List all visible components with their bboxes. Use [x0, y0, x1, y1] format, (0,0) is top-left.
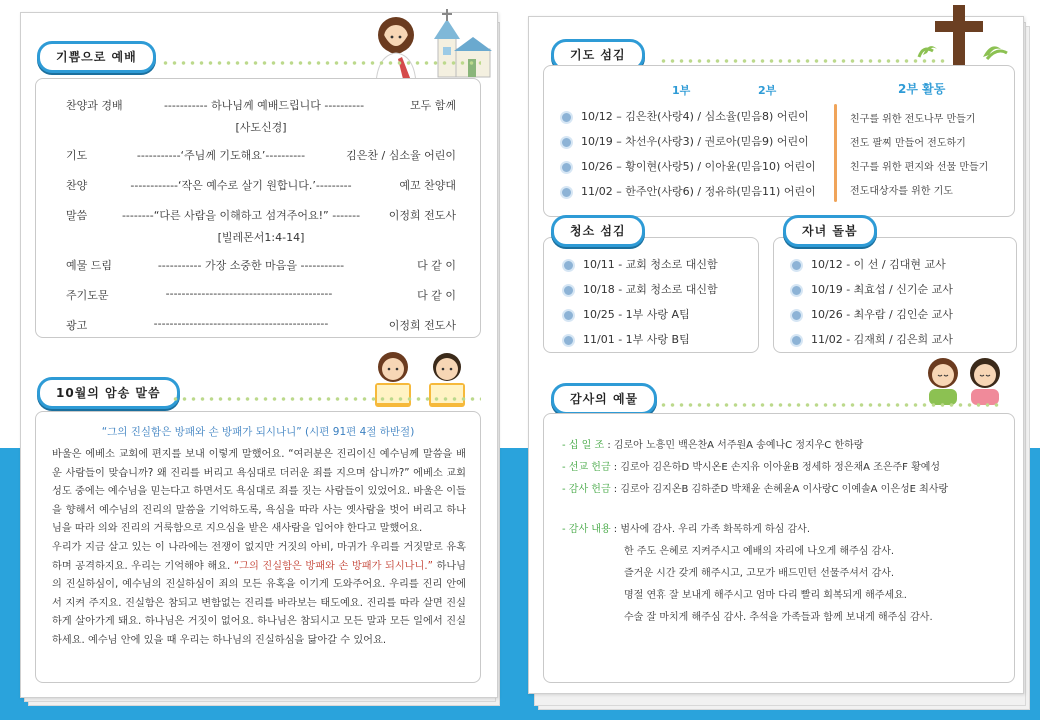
worship-content: ----------- 하나님께 예배드립니다 ---------- — [163, 99, 365, 112]
worship-content: --------“다른 사람을 이해하고 섬겨주어요!” ------- — [121, 209, 361, 222]
care-date: 10/19 — [811, 283, 843, 296]
offering-line — [562, 436, 863, 451]
cleaning-text: - 1부 사랑 A팀 — [618, 308, 690, 321]
prayer-box — [543, 65, 1015, 217]
memory-verse: “그의 진실함은 방패와 손 방패가 되시나니” (시편 91편 4절 하반절) — [101, 426, 415, 438]
thanks-content-line: 즐거운 시간 갖게 해주시고, 고모가 배드민턴 선물주셔서 감사. — [624, 568, 895, 579]
worship-part: 말씀 — [66, 209, 88, 222]
prayer-row — [560, 183, 816, 199]
bullet-icon — [562, 334, 575, 347]
worship-row-prayer — [66, 147, 456, 163]
worship-content: ------------------------------------------ — [165, 287, 333, 300]
care-date: 10/26 — [811, 308, 843, 321]
cleaning-row — [562, 281, 718, 297]
offering-names: : 김로아 노흥민 백은찬A 서주원A 송예나C 정지우C 한하랑 — [607, 440, 864, 451]
prayer-row — [560, 158, 816, 174]
prayer-1bu: – 한주안(사랑6) — [616, 185, 694, 198]
cleaning-box — [543, 237, 759, 353]
worship-leader: 김은찬 / 심소율 어린이 — [346, 149, 456, 162]
worship-leader: 이정희 전도사 — [388, 319, 456, 332]
right-page — [528, 16, 1024, 694]
offering-title: 감사의 예물 — [551, 383, 657, 415]
prayer-title: 기도 섬김 — [551, 39, 645, 71]
worship-part: 광고 — [66, 319, 88, 332]
worship-part: 기도 — [66, 149, 88, 162]
worship-content: ----------- 가장 소중한 마음을 ----------- — [157, 259, 345, 272]
memory-title: 10월의 암송 말씀 — [37, 377, 180, 409]
worship-leader: 모두 함께 — [409, 99, 456, 112]
prayer-activity: 친구를 위한 편지와 선물 만들기 — [850, 162, 989, 173]
prayer-1bu: – 차선우(사랑3) — [616, 135, 694, 148]
prayer-date: 11/02 — [581, 185, 613, 198]
worship-sub-scripture: [빌레몬서1:4-14] — [217, 231, 305, 244]
care-text: - 최효섭 / 신기순 교사 — [846, 283, 953, 296]
cleaning-text: - 교회 청소로 대신함 — [618, 283, 718, 296]
thanks-content-line: 한 주도 은혜로 지켜주시고 예배의 자리에 나오게 해주심 감사. — [624, 546, 895, 557]
cleaning-date: 11/01 — [583, 333, 615, 346]
offering-divider — [659, 402, 999, 408]
prayer-header-activity: 2부 활동 — [898, 82, 946, 96]
prayer-date: 10/19 — [581, 135, 613, 148]
care-text: - 이 선 / 김대현 교사 — [846, 258, 946, 271]
care-row — [790, 256, 946, 272]
care-date: 10/12 — [811, 258, 843, 271]
cleaning-date: 10/11 — [583, 258, 615, 271]
bullet-icon — [790, 309, 803, 322]
bullet-icon — [790, 284, 803, 297]
memory-box — [35, 411, 481, 683]
worship-row-offering — [66, 257, 456, 273]
bullet-icon — [560, 136, 573, 149]
worship-title: 기쁨으로 예배 — [37, 41, 156, 73]
prayer-activity: 친구를 위한 전도나무 만들기 — [850, 114, 976, 125]
prayer-vertical-divider — [834, 104, 837, 202]
care-text: - 김재희 / 김은희 교사 — [846, 333, 953, 346]
memory-paragraph-2 — [52, 539, 466, 651]
prayer-row — [560, 108, 809, 124]
memory-p2-end: 하나님의 진실하심이, 예수님의 진실하심이 죄의 모든 유혹을 이기게 도와주어요. 우리를 진리 안에서 지켜 주지요. 진실함은 참되고 변함없는 진리를 바라보는 태도예요. 진리를 따라 살면 진실하게 살아가게 돼요. 하나님은 거짓이 없어요. 하나님은 참되시고 모든 말과 모든 일에서 진실하세요. 예수님 안에 있을 때 우리는 하나님의 진실하심을 닮아갈 수 있어요. — [52, 560, 466, 646]
thanks-content-line — [562, 520, 810, 535]
offering-names: : 김로아 김지온B 김하준D 박채윤 손혜윤A 이사랑C 이예솔A 이은성E 최사랑 — [613, 484, 949, 495]
prayer-2bu: / 권로아(믿음9) 어린이 — [697, 135, 809, 148]
prayer-2bu: / 정유하(믿음11) 어린이 — [697, 185, 816, 198]
memory-body — [52, 446, 466, 651]
offering-label: - 선교 헌금 — [562, 462, 611, 473]
bullet-icon — [790, 259, 803, 272]
prayer-header-1bu: 1부 — [672, 84, 691, 97]
prayer-date: 10/26 — [581, 160, 613, 173]
cleaning-row — [562, 256, 718, 272]
bullet-icon — [560, 161, 573, 174]
worship-part: 찬양과 경배 — [66, 99, 123, 112]
cleaning-row — [562, 331, 690, 347]
prayer-activity: 전도대상자를 위한 기도 — [850, 186, 953, 197]
prayer-activity: 전도 팔찌 만들어 전도하기 — [850, 138, 966, 149]
prayer-2bu: / 심소율(믿음8) 어린이 — [697, 110, 809, 123]
worship-sub-creed: [사도신경] — [235, 121, 287, 134]
worship-content: -------------------------------------------- — [153, 317, 329, 330]
offering-line — [562, 458, 940, 473]
prayer-date: 10/12 — [581, 110, 613, 123]
offering-box — [543, 413, 1015, 683]
bullet-icon — [560, 111, 573, 124]
offering-label: - 감사 헌금 — [562, 484, 611, 495]
worship-row-lords-prayer — [66, 287, 456, 303]
jesus-church-illustration — [364, 7, 494, 83]
memory-p2-quote: “그의 진실함은 방패와 손 방패가 되시나니.” — [233, 560, 433, 572]
prayer-1bu: – 황이현(사랑5) — [616, 160, 694, 173]
worship-row-sermon — [66, 207, 456, 223]
worship-content: -----------‘주님께 기도해요’---------- — [136, 149, 306, 162]
cleaning-date: 10/18 — [583, 283, 615, 296]
thanks-content-line: 명절 연휴 잘 보내게 해주시고 엄마 다리 빨리 회복되게 해주세요. — [624, 590, 907, 601]
memory-p2-start: 우리가 지금 살고 있는 이 나라에는 전쟁이 없지만 거짓의 아비, 마귀가 우리를 거짓말로 유혹하며 공격하지요. 우리는 기억해야 해요. — [52, 541, 466, 572]
thanks-content-line: 수술 잘 마치게 해주심 감사. 추석을 가족들과 함께 보내게 해주심 감사. — [624, 612, 933, 623]
prayer-2bu: / 이아윤(믿음10) 어린이 — [697, 160, 816, 173]
memory-divider — [171, 396, 481, 402]
care-date: 11/02 — [811, 333, 843, 346]
care-box — [773, 237, 1017, 353]
prayer-divider — [659, 58, 949, 64]
left-page — [20, 12, 498, 698]
bullet-icon — [562, 259, 575, 272]
worship-row-praise — [66, 97, 456, 113]
prayer-header-2bu: 2부 — [758, 84, 777, 97]
care-row — [790, 281, 953, 297]
bullet-icon — [562, 309, 575, 322]
memory-paragraph-1: 바울은 에베소 교회에 편지를 보내 이렇게 말했어요. “여러분은 진리이신 예수님께 말씀을 배운 사람들이 맞습니까? 왜 진리를 버리고 욕심대로 더러운 죄를 지으며 삽니까?” 에베소 교회 성도 중에는 예수님을 믿는다고 하면서도 욕심대로 죄를 짓는 사람들이 있었어요. 바울은 이들을 향해서 예수님의 진리의 말씀을 기억하도록, 욕심을 따라 사는 옛사람을 벗어 버리고 하나님을 따라 의와 진리의 거룩함으로 지으심을 받은 새사람을 입어야 한다고 말했어요. — [52, 449, 466, 535]
bullet-icon — [562, 284, 575, 297]
worship-part: 주기도문 — [66, 289, 109, 302]
cleaning-text: - 교회 청소로 대신함 — [618, 258, 718, 271]
worship-row-announce — [66, 317, 456, 333]
cleaning-title: 청소 섬김 — [551, 215, 645, 247]
care-row — [790, 331, 953, 347]
worship-box — [35, 78, 481, 338]
praying-kids-illustration — [919, 355, 1011, 405]
worship-leader: 이정희 전도사 — [388, 209, 456, 222]
offering-names: : 김로아 김은하D 박시온E 손지유 이아윤B 정세하 정은채A 조은주F 황예성 — [613, 462, 941, 473]
worship-divider — [161, 60, 481, 66]
cleaning-row — [562, 306, 690, 322]
bullet-icon — [790, 334, 803, 347]
worship-leader: 예꼬 찬양대 — [399, 179, 456, 192]
worship-part: 예물 드림 — [66, 259, 113, 272]
bullet-icon — [560, 186, 573, 199]
worship-part: 찬양 — [66, 179, 88, 192]
care-row — [790, 306, 953, 322]
worship-content: ------------‘작은 예수로 살기 원합니다.’--------- — [130, 179, 352, 192]
care-title: 자녀 돌봄 — [783, 215, 877, 247]
worship-leader: 다 같 이 — [417, 259, 456, 272]
offering-label: - 십 일 조 — [562, 440, 605, 451]
prayer-1bu: – 김은찬(사랑4) — [616, 110, 694, 123]
cleaning-text: - 1부 사랑 B팀 — [618, 333, 690, 346]
cleaning-date: 10/25 — [583, 308, 615, 321]
thanks-content-text: : 범사에 감사. 우리 가족 화목하게 하심 감사. — [613, 524, 810, 535]
prayer-row — [560, 133, 809, 149]
worship-row-song — [66, 177, 456, 193]
worship-leader: 다 같 이 — [417, 289, 456, 302]
thanks-content-label: - 감사 내용 — [562, 524, 611, 535]
offering-line — [562, 480, 948, 495]
care-text: - 최우람 / 김인순 교사 — [846, 308, 953, 321]
